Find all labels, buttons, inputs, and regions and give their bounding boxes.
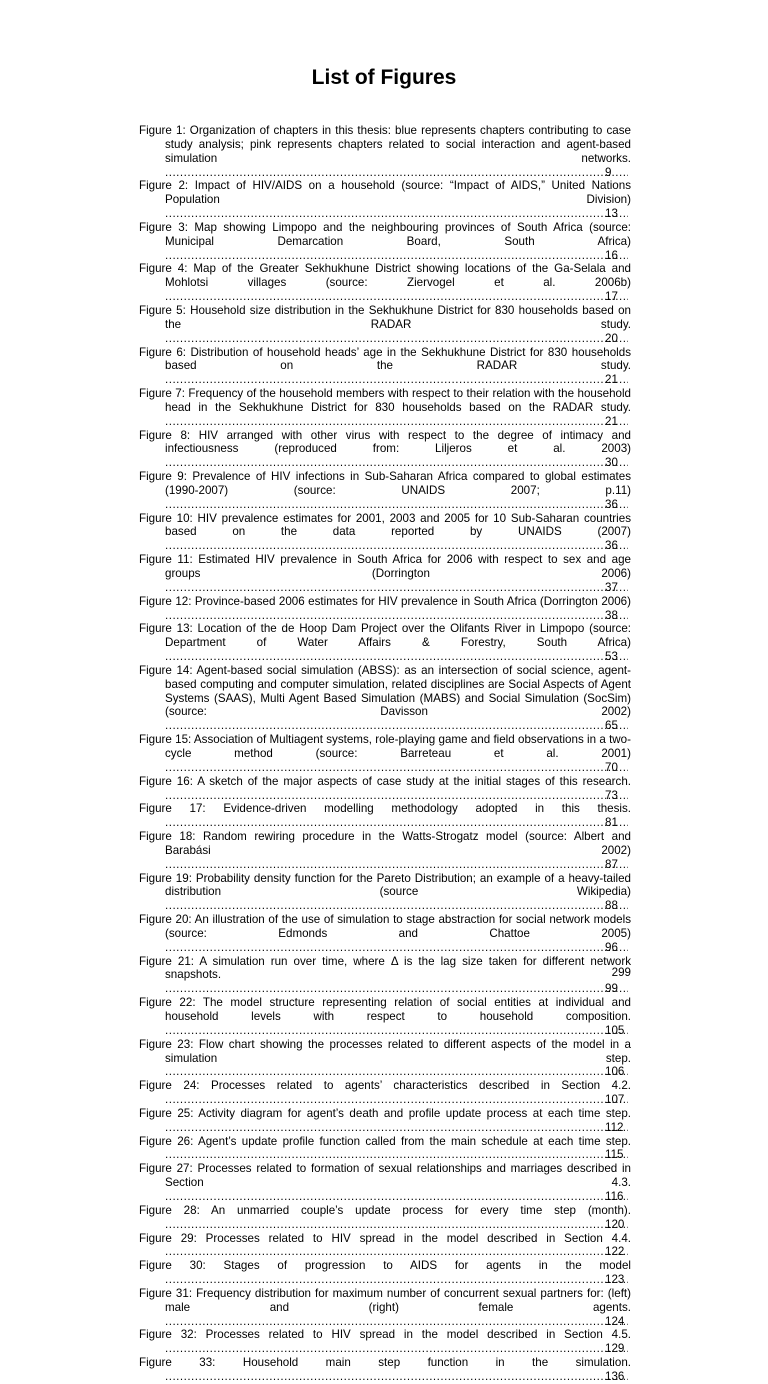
toc-entry-page: 13	[628, 207, 631, 221]
dot-leader	[165, 498, 631, 511]
dot-leader	[165, 941, 631, 954]
toc-entry-page: 21	[628, 373, 631, 387]
toc-entry[interactable]	[139, 1038, 631, 1080]
toc-entry-text: Figure 14: Agent-based social simulation (ABSS): as an intersection of social science, agent-based computing and computer simulation, related disciplines are Social Aspects of Agent Systems (SAAS), Multi Agent Based Simulation (MABS) and Social Simulation (SocSim) (source: Davisson 2002)	[139, 663, 631, 719]
toc-entry[interactable]	[139, 221, 631, 263]
toc-entry-page: 106	[628, 1065, 631, 1079]
toc-entry-page: 21	[628, 415, 631, 429]
dot-leader	[165, 456, 631, 469]
dot-leader	[165, 1273, 631, 1286]
toc-entry-text: Figure 26: Agent’s update profile function called from the main schedule at each time step.	[139, 1134, 631, 1148]
dot-leader	[165, 1370, 631, 1383]
toc-entry-page: 120	[628, 1218, 631, 1232]
toc-entry[interactable]	[139, 346, 631, 388]
toc-entry-page: 129	[628, 1342, 631, 1356]
toc-entry-text: Figure 13: Location of the de Hoop Dam Project over the Olifants River in Limpopo (source: Department of Water Affairs & Forestry, South Africa)	[139, 622, 631, 650]
toc-entry[interactable]	[139, 1107, 631, 1135]
toc-entry[interactable]	[139, 1135, 631, 1163]
dot-leader	[165, 1315, 631, 1328]
dot-leader	[165, 539, 631, 552]
toc-entry[interactable]	[139, 1356, 631, 1384]
toc-entry-page: 20	[628, 332, 631, 346]
toc-entry-page: 123	[628, 1273, 631, 1287]
toc-entry[interactable]	[139, 470, 631, 512]
toc-entry-page: 65	[628, 719, 631, 733]
toc-entry-page: 9	[628, 166, 631, 180]
list-of-figures	[139, 124, 631, 1384]
toc-entry[interactable]	[139, 733, 631, 775]
toc-entry[interactable]	[139, 124, 631, 179]
dot-leader	[165, 373, 631, 386]
toc-entry[interactable]	[139, 913, 631, 955]
toc-entry-text: Figure 24: Processes related to agents’ characteristics described in Section 4.2.	[139, 1079, 631, 1093]
toc-entry-page: 136	[628, 1370, 631, 1384]
dot-leader	[165, 789, 631, 802]
toc-entry-text: Figure 20: An illustration of the use of simulation to stage abstraction for social network models (source: Edmonds and Chattoe 2005)	[139, 913, 631, 940]
toc-entry-text: Figure 21: A simulation run over time, where Δ is the lag size taken for different network snapshots.	[139, 954, 631, 982]
toc-entry-page: 105	[628, 1024, 631, 1038]
toc-entry-page: 88	[628, 899, 631, 913]
dot-leader	[165, 982, 631, 995]
dot-leader	[165, 1342, 631, 1355]
toc-entry[interactable]	[139, 179, 631, 221]
toc-entry-text: Figure 18: Random rewiring procedure in the Watts-Strogatz model (source: Albert and Barabási 2002)	[139, 830, 631, 857]
toc-entry-text: Figure 9: Prevalence of HIV infections in Sub-Saharan Africa compared to global estimates (1990-2007) (source: UNAIDS 2007; p.11)	[139, 470, 631, 497]
dot-leader	[165, 1218, 631, 1231]
toc-entry-page: 112	[628, 1121, 631, 1135]
dot-leader	[165, 816, 631, 829]
toc-entry[interactable]	[139, 664, 631, 733]
toc-entry-text: Figure 7: Frequency of the household members with respect to their relation with the household head in the Sekhukhune District for 830 households based on the RADAR study.	[139, 387, 631, 414]
toc-entry[interactable]	[139, 512, 631, 554]
toc-entry[interactable]	[139, 955, 631, 997]
toc-entry-text: Figure 25: Activity diagram for agent’s death and profile update process at each time step.	[139, 1106, 631, 1120]
toc-entry[interactable]	[139, 622, 631, 664]
toc-entry-page: 36	[628, 498, 631, 512]
toc-entry-page: 124	[628, 1315, 631, 1329]
dot-leader	[165, 1121, 631, 1134]
toc-entry-text: Figure 10: HIV prevalence estimates for 2001, 2003 and 2005 for 10 Sub-Saharan countries based on the data reported by UNAIDS (2007)	[139, 511, 631, 539]
toc-entry-text: Figure 33: Household main step function in the simulation.	[139, 1356, 631, 1370]
toc-entry-text: Figure 22: The model structure representing relation of social entities at individual and household levels with respect to household composition.	[139, 996, 631, 1023]
dot-leader	[165, 858, 631, 871]
dot-leader	[165, 207, 631, 220]
toc-entry[interactable]	[139, 304, 631, 346]
dot-leader	[165, 1024, 631, 1037]
dot-leader	[165, 415, 631, 428]
toc-entry[interactable]	[139, 1079, 631, 1107]
toc-entry[interactable]	[139, 802, 631, 830]
toc-entry-text: Figure 29: Processes related to HIV spread in the model described in Section 4.4.	[139, 1231, 631, 1245]
toc-entry-page: 17	[628, 290, 631, 304]
toc-entry-text: Figure 30: Stages of progression to AIDS for agents in the model	[139, 1259, 631, 1273]
toc-entry-text: Figure 16: A sketch of the major aspects of case study at the initial stages of this research.	[139, 774, 631, 788]
toc-entry-text: Figure 17: Evidence-driven modelling methodology adopted in this thesis.	[139, 802, 631, 816]
toc-entry-text: Figure 23: Flow chart showing the processes related to different aspects of the model in a simulation step.	[139, 1037, 631, 1065]
dot-leader	[165, 166, 631, 179]
toc-entry-page: 73	[628, 789, 631, 803]
toc-entry-text: Figure 5: Household size distribution in the Sekhukhune District for 830 households based on the RADAR study.	[139, 303, 631, 331]
dot-leader	[165, 650, 631, 663]
toc-entry[interactable]	[139, 262, 631, 304]
dot-leader	[165, 1093, 631, 1106]
toc-entry-page: 99	[628, 982, 631, 996]
toc-entry-page: 30	[628, 456, 631, 470]
toc-entry[interactable]	[139, 1162, 631, 1204]
toc-entry-page: 81	[628, 816, 631, 830]
dot-leader	[165, 290, 631, 303]
toc-entry[interactable]	[139, 1328, 631, 1356]
toc-entry[interactable]	[139, 1204, 631, 1232]
toc-entry-text: Figure 2: Impact of HIV/AIDS on a household (source: “Impact of AIDS,” United Nations Population Division)	[139, 179, 631, 207]
toc-entry[interactable]	[139, 872, 631, 914]
toc-entry-text: Figure 1: Organization of chapters in this thesis: blue represents chapters contributing to case study analysis; pink represents chapters related to social interaction and agent-based simulation networks.	[139, 124, 631, 165]
toc-entry-text: Figure 31: Frequency distribution for maximum number of concurrent sexual partners for: (left) male and (right) female agents.	[139, 1286, 631, 1314]
dot-leader	[165, 1245, 631, 1258]
toc-entry[interactable]	[139, 429, 631, 471]
toc-entry[interactable]	[139, 830, 631, 872]
toc-entry-text: Figure 11: Estimated HIV prevalence in South Africa for 2006 with respect to sex and age groups (Dorrington 2006)	[139, 553, 631, 580]
toc-entry-page: 70	[628, 761, 631, 775]
toc-entry-text: Figure 4: Map of the Greater Sekhukhune District showing locations of the Ga-Selala and Mohlotsi villages (source: Ziervogel et al. 2006b)	[139, 262, 631, 290]
dot-leader	[165, 609, 631, 622]
toc-entry-text: Figure 12: Province-based 2006 estimates for HIV prevalence in South Africa (Dorrington 2006)	[139, 594, 631, 608]
dot-leader	[165, 249, 631, 262]
toc-entry-text: Figure 32: Processes related to HIV spread in the model described in Section 4.5.	[139, 1328, 631, 1342]
toc-entry[interactable]	[139, 595, 631, 623]
toc-entry[interactable]	[139, 1259, 631, 1287]
dot-leader	[165, 581, 631, 594]
toc-entry-text: Figure 19: Probability density function for the Pareto Distribution; an example of a heavy-tailed distribution (source Wikipedia)	[139, 871, 631, 899]
toc-entry-page: 116	[628, 1190, 631, 1204]
toc-entry-text: Figure 3: Map showing Limpopo and the neighbouring provinces of South Africa (source: Municipal Demarcation Board, South Africa)	[139, 220, 631, 248]
page-number: 299	[611, 966, 631, 979]
toc-entry[interactable]	[139, 775, 631, 803]
toc-entry-page: 53	[628, 650, 631, 664]
toc-entry-text: Figure 6: Distribution of household heads’ age in the Sekhukhune District for 830 households based on the RADAR study.	[139, 345, 631, 373]
toc-entry[interactable]	[139, 553, 631, 595]
toc-entry-page: 87	[628, 858, 631, 872]
toc-entry-text: Figure 28: An unmarried couple’s update process for every time step (month).	[139, 1203, 631, 1217]
toc-entry-text: Figure 8: HIV arranged with other virus with respect to the degree of intimacy and infectiousness (reproduced from: Liljeros et al. 2003)	[139, 428, 631, 456]
toc-entry[interactable]	[139, 996, 631, 1038]
toc-entry-page: 38	[628, 609, 631, 623]
toc-entry-page: 107	[628, 1093, 631, 1107]
toc-entry-page: 115	[628, 1148, 631, 1162]
page-title: List of Figures	[311, 66, 457, 89]
toc-entry-text: Figure 15: Association of Multiagent systems, role-playing game and field observations in a two-cycle method (source: Barreteau et al. 2001)	[139, 733, 631, 760]
dot-leader	[165, 1148, 631, 1161]
dot-leader	[165, 761, 631, 774]
toc-entry-page: 16	[628, 249, 631, 263]
dot-leader	[165, 719, 631, 732]
dot-leader	[165, 899, 631, 912]
toc-entry[interactable]	[139, 1232, 631, 1260]
toc-entry-text: Figure 27: Processes related to formation of sexual relationships and marriages described in Section 4.3.	[139, 1162, 631, 1190]
dot-leader	[165, 332, 631, 345]
toc-entry-page: 37	[628, 581, 631, 595]
toc-entry[interactable]	[139, 387, 631, 429]
dot-leader	[165, 1065, 631, 1078]
dot-leader	[165, 1190, 631, 1203]
toc-entry-page: 96	[628, 941, 631, 955]
toc-entry-page: 122	[628, 1245, 631, 1259]
toc-entry-page: 36	[628, 539, 631, 553]
toc-entry[interactable]	[139, 1287, 631, 1329]
